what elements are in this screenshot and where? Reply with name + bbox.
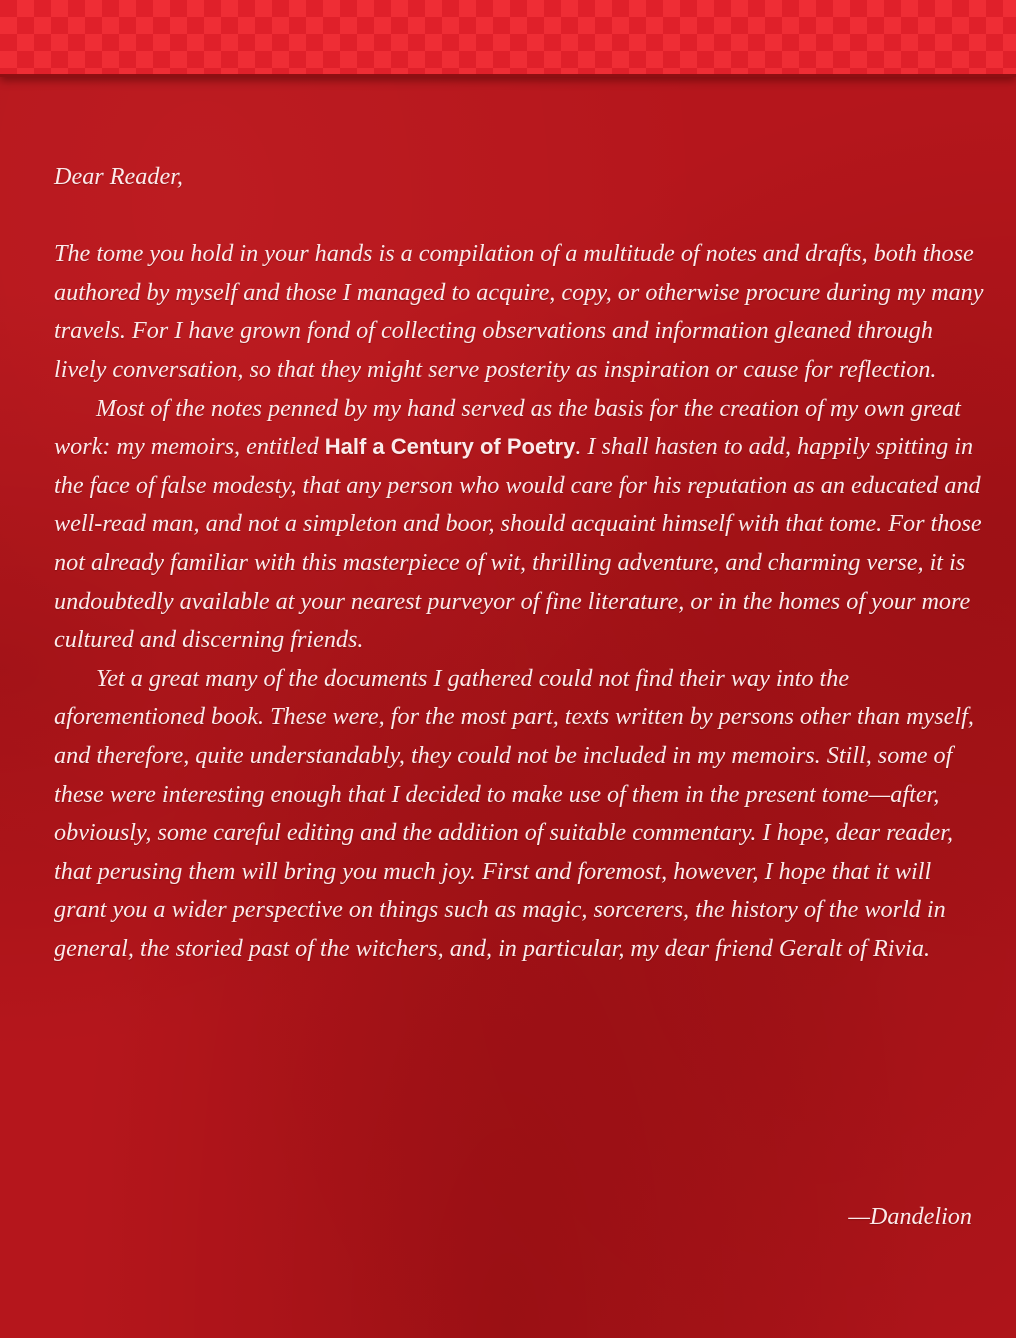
paragraph-3: Yet a great many of the documents I gathered could not find their way into the aforementioned book. These were, for the most part, texts written by persons other than myself, and therefore, quite understandably, they could not be included in my memoirs. Still, some of these were interesting enough that I decided to make use of them in the present tome—after, obviously, some careful editing and the addition of suitable commentary. I hope, dear reader, that perusing them will bring you much joy. First and foremost, however, I hope that it will grant you a wider perspective on things such as magic, sorcerers, the history of the world in general, the storied past of the witchers, and, in particular, my dear friend Geralt of Rivia.	[54, 664, 974, 962]
paragraph-1: The tome you hold in your hands is a compilation of a multitude of notes and drafts, both those authored by myself and those I managed to acquire, copy, or otherwise procure during my many travels. For I have grown fond of collecting observations and information gleaned through lively conversation, so that they might serve posterity as inspiration or cause for reflection.	[54, 240, 984, 383]
salutation: Dear Reader,	[54, 163, 183, 190]
paragraph-2	[54, 390, 984, 660]
paragraph-2-rest: . I shall hasten to add, happily spitting in the face of false modesty, that any person who would care for his reputation as an educated and well-read man, and not a simpleton and boor, should acquaint himself with that tome. For those not already familiar with this masterpiece of wit, thrilling adventure, and charming verse, it is undoubtedly available at your nearest purveyor of fine literature, or in the homes of your more cultured and discerning friends.	[54, 433, 982, 654]
letter-body	[54, 158, 984, 968]
diamond-pattern-banner	[0, 0, 1016, 77]
signature: —Dandelion	[848, 1203, 972, 1230]
book-title: Half a Century of Poetry	[324, 434, 576, 460]
paragraph-2-intro: Most of the notes penned by my hand served as the basis for the creation of my own great work: my memoirs, entitled	[54, 394, 961, 461]
